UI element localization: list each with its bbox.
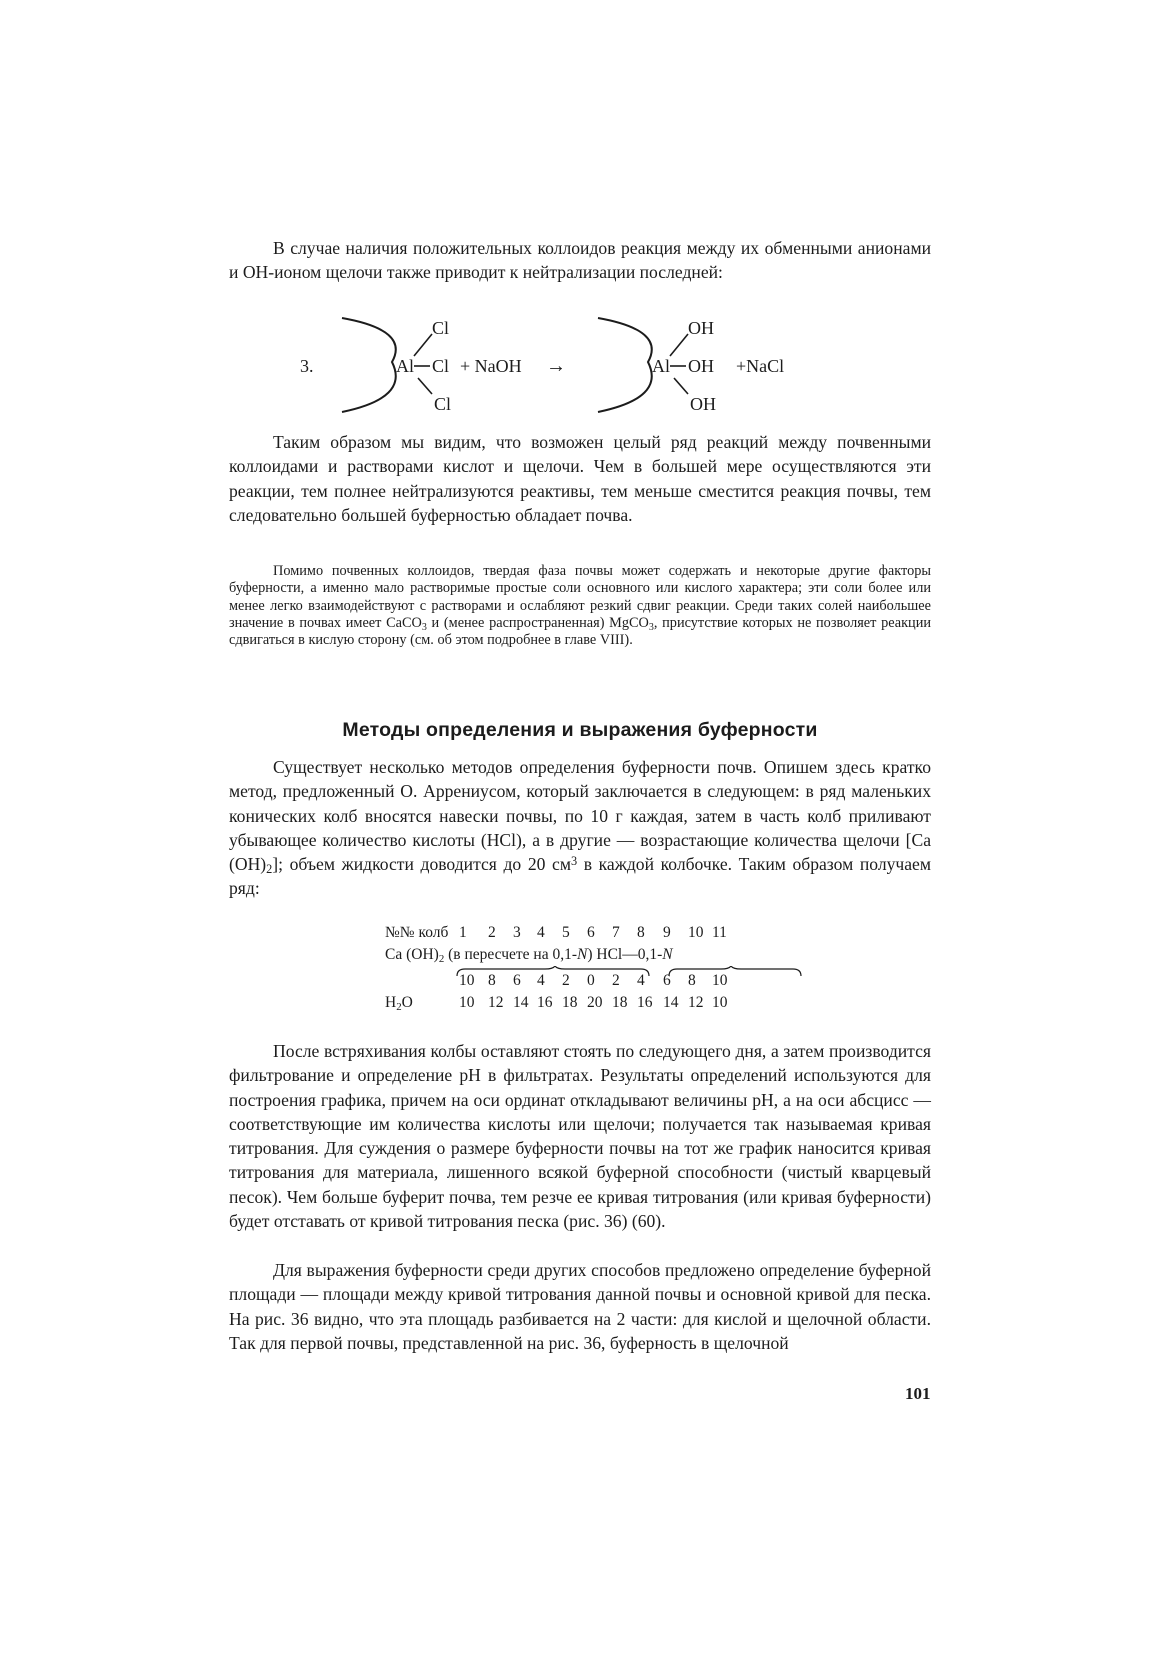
paragraph-titration-text: После встряхивания колбы оставляют стоять по следующего дня, а затем производится фильтрование и определение pH в фильтратах. Результаты определений используются для построения графика, причем на оси ординат откладывают величины pH, а на оси абсцисс — соответствующие им количества кислоты или щелочи; получается так называемая кривая титрования. Для суждения о размере буферности почвы на тот же график наносится кривая титрования для материала, лишенного всякой буферной способности (чистый кварцевый песок). Чем больше буферит почва, тем резче ее кривая титрования (или кривая буферности) будет отставать от кривой титрования песка (рис. 36) (60).: [229, 1041, 931, 1232]
chlorine-top: Cl: [432, 318, 450, 338]
flask-number: 1: [459, 924, 467, 941]
hydroxyl-bottom: OH: [690, 394, 716, 414]
paragraph-intro-text: В случае наличия положительных коллоидов реакция между их обменными анионами и ОН-ионом щелочи также приводит к нейтрализации последней:: [229, 238, 931, 283]
reagent-amount: 8: [688, 972, 696, 989]
brace-alkali: [457, 966, 649, 976]
reaction-number: 3.: [300, 356, 314, 376]
paragraph-reactions-summary: [229, 430, 931, 527]
paragraph-titration: [229, 1039, 931, 1233]
water-volume: 18: [562, 994, 578, 1011]
water-volume: 12: [488, 994, 504, 1011]
colloid-bracket-right: [598, 318, 652, 412]
mgco3-subscript: 3: [648, 621, 654, 633]
water-subscript: 2: [396, 1001, 402, 1013]
reagent-amount: 2: [562, 972, 570, 989]
flask-number: 7: [612, 924, 620, 941]
chlorine-bottom: Cl: [434, 394, 452, 414]
caco3-subscript: 3: [421, 621, 427, 633]
flask-number: 2: [488, 924, 496, 941]
water-volume: 18: [612, 994, 628, 1011]
small-print-part-a: Помимо почвенных коллоидов, твердая фаза почвы может содержать и некоторые другие факторы буферности, а именно мало растворимые простые соли основного или кислого характера; эти соли более или менее легко взаимодействуют с растворами и ослабляют резкий сдвиг реакции. Среди таких солей наибольшее значение в почвах имеет CaCO: [229, 563, 931, 631]
chemical-reaction: [300, 312, 880, 424]
paragraph-reactions-summary-text: Таким образом мы видим, что возможен целый ряд реакций между почвенными коллоидами и растворами кислот и щелочи. Чем в большей мере осуществляются эти реакции, тем полнее нейтрализуются реактивы, тем меньше сместится реакция почвы, тем следовательно большей буферностью обладает почва.: [229, 432, 931, 525]
method-part-a: Существует несколько методов определения буферности почв. Опишем здесь кратко метод, предложенный О. Аррениусом, который заключается в следующем: в ряд маленьких конических колб вносятся навески почвы, по 10 г каждая, затем в часть колб приливают убывающее количество кислоты (HCl), а в другие — возрастающие количества щелочи [Ca (OH): [229, 757, 931, 875]
water-volume: 12: [688, 994, 704, 1011]
paragraph-small-print: [229, 563, 931, 649]
colloid-bracket-left: [342, 318, 396, 412]
bond-upper-right: [670, 334, 688, 356]
paragraph-intro: [229, 236, 931, 285]
caoh2-subscript: 2: [266, 862, 273, 877]
caoh-label: Ca (OH): [385, 946, 439, 963]
normality-n-2: N: [662, 946, 673, 963]
reagent-amount: 10: [712, 972, 728, 989]
water-volume: 10: [459, 994, 475, 1011]
reagent-amount: 6: [663, 972, 671, 989]
reagent-row-label: [385, 946, 673, 964]
water-volume: 16: [637, 994, 653, 1011]
section-heading: Методы определения и выражения буферности: [342, 719, 818, 741]
cm3-superscript: 3: [570, 854, 578, 869]
water-volume: 20: [587, 994, 603, 1011]
bond-lower-left: [418, 378, 432, 394]
flask-number: 11: [712, 924, 727, 941]
reagent-amount: 10: [459, 972, 475, 989]
flask-series-table: [385, 924, 805, 1014]
water-h: H: [385, 994, 397, 1011]
water-volume: 14: [663, 994, 679, 1011]
hydroxyl-middle: OH: [688, 356, 714, 376]
method-part-c: в каждой колбочке. Таким образом получаем ряд:: [229, 854, 931, 899]
flask-number: 10: [688, 924, 704, 941]
hcl-label: ) HCl—0,1-: [587, 946, 663, 963]
small-print-part-c: , присутствие которых не позволяет реакции сдвигаться в кислую сторону (см. об этом подробнее в главе VIII).: [229, 614, 931, 649]
flask-number: 5: [562, 924, 570, 941]
reagent-amount: 4: [537, 972, 545, 989]
flask-number: 4: [537, 924, 545, 941]
caoh-label-subscript: 2: [438, 953, 445, 965]
flask-number: 6: [587, 924, 595, 941]
reagent-naoh: + NaOH: [460, 356, 522, 376]
product-nacl: +NaCl: [736, 356, 785, 376]
water-o: O: [401, 994, 413, 1011]
chlorine-middle: Cl: [432, 356, 450, 376]
water-volume: 10: [712, 994, 728, 1011]
water-volume: 16: [537, 994, 553, 1011]
grouping-braces: [455, 966, 805, 978]
reagent-amount: 0: [587, 972, 595, 989]
method-part-b: ]; объем жидкости доводится до 20 см: [272, 854, 571, 875]
reagent-amount: 8: [488, 972, 496, 989]
flask-numbers-label: №№ колб: [385, 924, 449, 941]
reagent-amount: 2: [612, 972, 620, 989]
normality-n-1: N: [577, 946, 588, 963]
reagent-amount: 6: [513, 972, 521, 989]
reaction-arrow: →: [546, 355, 566, 377]
hydroxyl-top: OH: [688, 318, 714, 338]
paragraph-buffer-area: [229, 1258, 931, 1355]
flask-number: 8: [637, 924, 645, 941]
reagent-amount: 4: [637, 972, 645, 989]
paragraph-method: [229, 755, 931, 901]
paragraph-buffer-area-text: Для выражения буферности среди других способов предложено определение буферной площади — площади между кривой титрования данной почвы и основной кривой для песка. На рис. 36 видно, что эта площадь разбивается на 2 части: для кислой и щелочной области. Так для первой почвы, представленной на рис. 36, буферность в щелочной: [229, 1260, 931, 1353]
water-volume: 14: [513, 994, 529, 1011]
right-aluminium: Al: [652, 356, 670, 376]
bond-lower-right: [674, 378, 688, 394]
left-aluminium: Al: [396, 356, 414, 376]
recalc-label: (в пересчете на 0,1-: [444, 946, 578, 963]
page-number: 101: [905, 1384, 931, 1403]
water-label: [385, 994, 413, 1012]
flask-number: 3: [513, 924, 521, 941]
small-print-part-b: и (менее распространенная) MgCO: [426, 614, 649, 631]
flask-number: 9: [663, 924, 671, 941]
bond-upper-left: [414, 334, 432, 356]
